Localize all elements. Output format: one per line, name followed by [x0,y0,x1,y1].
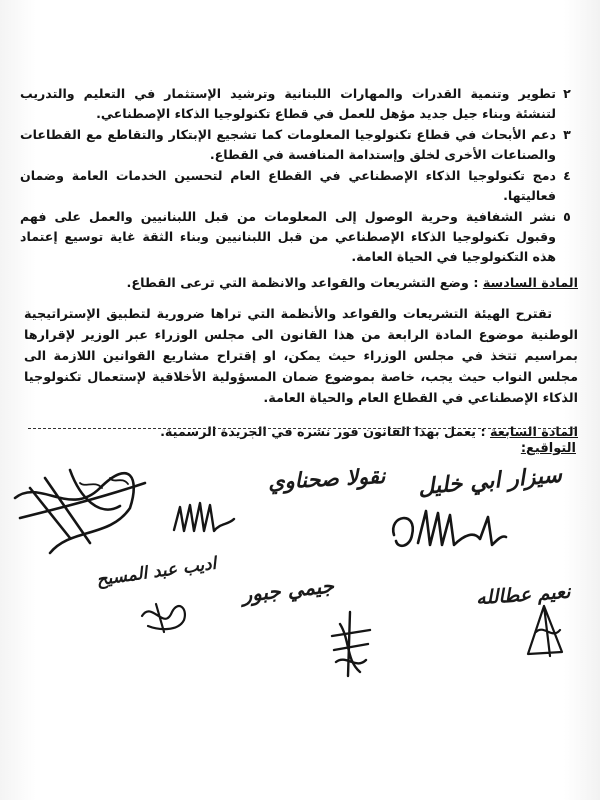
separator-line [28,428,576,429]
objective-text: دمج تكنولوجيا الذكاء الإصطناعي في القطاع العام لتحسين الخدمات العامة وضمان فعاليتها. [20,168,556,203]
objective-item [20,125,578,165]
objective-number: ٤ [563,168,571,183]
article-seven [20,423,578,443]
article-six-label: المادة السادسة [482,276,578,291]
objective-number: ٣ [563,127,571,142]
signatures-title: التواقيع: [520,441,576,456]
article-six-title: : وضع التشريعات والقواعد والانظمة التي ترعى القطاع. [126,276,483,291]
article-six-body: تقترح الهيئة التشريعات والقواعد والأنظمة التي تراها ضرورية لتطبيق الإستراتيجية الوطنية موضوع المادة الرابعة من هذا القانون الى مجلس الوزراء عبر الوزير لإقرارها بمراسيم تتخذ في مجلس الوزراء حيث يمكن، او إقتراح مشاريع القوانين اللازمة الى مجلس النواب حيث يجب، خاصة بموضوع ضمان المسؤولية الأخلاقية لإستعمال تكنولوجيا الذكاء الإصطناعي في القطاع العام والحياة العامة. [24,307,578,406]
signer-name-5: نعيم عطالله [474,580,571,610]
article-six-heading [20,274,578,294]
objective-number: ٥ [563,209,571,224]
signer-name-4: اديب عبد المسيح [95,553,218,591]
objective-item [20,84,578,124]
signer-name-2: نقولا صحناوي [267,462,386,495]
article-seven-label: المادة السابعة [490,425,578,440]
objectives-list [20,84,578,267]
objective-text: نشر الشفافية وحرية الوصول إلى المعلومات من قبل اللبنانيين والعمل على فهم وقبول تكنولوجيا الذكاء الإصطناعي من قبل اللبنانيين وبناء الثقة غاية توسيع إعتماد هذه التكنولوجيا في الحياة العامة. [20,209,556,264]
objective-text: تطوير وتنمية القدرات والمهارات اللبنانية وترشيد الإستثمار في التعليم والتدريب لتنشئة وبناء جيل جديد مؤهل للعمل في قطاع تكنولوجيا الذكاء الإصطناعي. [20,86,556,121]
objective-number: ٢ [563,86,571,101]
objective-item [20,166,578,206]
article-seven-text: : يعمل بهذا القانون فور نشره في الجريدة الرسمية. [160,425,491,440]
signature-scribble-abdelmassih [138,596,192,636]
signature-scribble-sahnaoui [170,495,240,545]
signer-name-1: سيزار ابي خليل [417,461,563,501]
signature-scribble-left [10,458,150,568]
objective-text: دعم الأبحاث في قطاع تكنولوجيا المعلومات كما تشجيع الإبتكار والتقاطع مع القطاعات والصناعات الأخرى لخلق وإستدامة المنافسة في القطاع. [20,127,556,162]
signature-scribble-abikhalil [388,505,508,555]
signer-name-3: جيمي جبور [240,573,335,607]
objective-item [20,207,578,267]
signature-scribble-jabbour [326,610,374,678]
signature-scribble-atallah [520,602,568,660]
document-body [20,84,578,443]
